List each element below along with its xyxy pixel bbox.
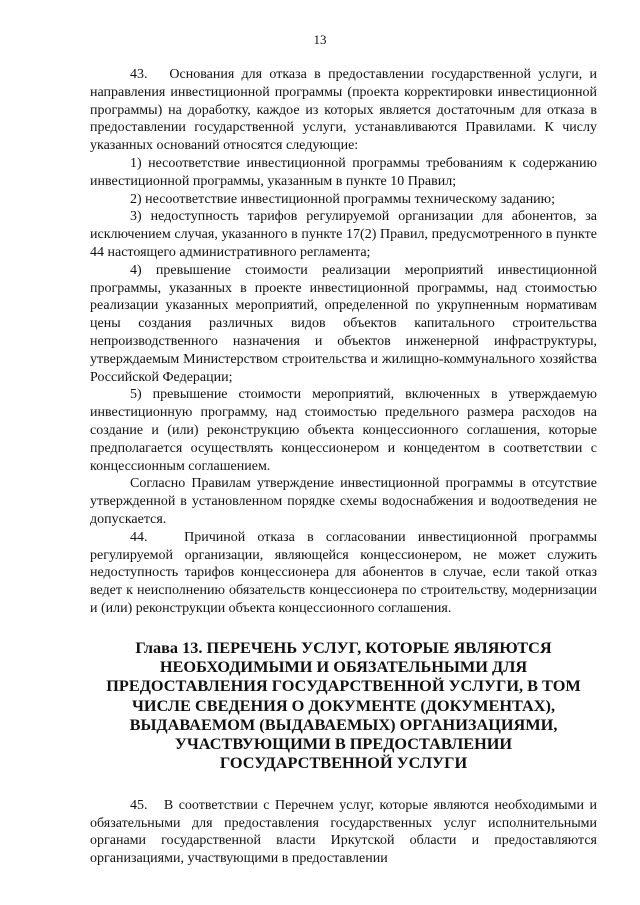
- list-item-1: 1) несоответствие инвестиционной программы требованиям к содержанию инвестиционной программы, указанным в пункте 10 Правил;: [90, 155, 597, 189]
- list-item-4: 4) превышение стоимости реализации мероприятий инвестиционной программы, указанных в проекте инвестиционной программы, над стоимостью реализации указанных мероприятий, определенной по укрупненным нормативам цены создания различных видов объектов капитального строительства непроизводственного назначения и объектов инженерной инфраструктуры, утверждаемым Министерством строительства и жилищно-коммунального хозяйства Российской Федерации;: [90, 262, 597, 385]
- paragraph-43: 43. Основания для отказа в предоставлении государственной услуги, и направления инвестиционной программы (проекта корректировки инвестиционной программы) на доработку, каждое из которых является достаточным для отказа в предоставлении государственной услуги, устанавливаются Правилами. К числу указанных оснований относятся следующие:: [90, 67, 597, 154]
- list-item-2: 2) несоответствие инвестиционной программы техническому заданию;: [130, 191, 556, 207]
- page-content: [90, 66, 597, 868]
- chapter-13-heading: Глава 13. ПЕРЕЧЕНЬ УСЛУГ, КОТОРЫЕ ЯВЛЯЮТСЯ НЕОБХОДИМЫМИ И ОБЯЗАТЕЛЬНЫМИ ДЛЯ ПРЕДОСТАВЛЕНИЯ ГОСУДАРСТВЕННОЙ УСЛУГИ, В ТОМ ЧИСЛЕ СВЕДЕНИЯ О ДОКУМЕНТЕ (ДОКУМЕНТАХ), ВЫДАВАЕМОМ (ВЫДАВАЕМЫХ) ОРГАНИЗАЦИЯМИ, УЧАСТВУЮЩИМИ В ПРЕДОСТАВЛЕНИИ ГОСУДАРСТВЕННОЙ УСЛУГИ: [106, 637, 581, 773]
- page-number: 13: [313, 32, 327, 47]
- paragraph-45: 45. В соответствии с Перечнем услуг, которые являются необходимыми и обязательными для предоставления государственных услуг исполнительными органами государственной власти Иркутской области и предоставляются организациями, участвующими в предоставлении: [90, 797, 597, 867]
- list-item-5: 5) превышение стоимости мероприятий, включенных в утверждаемую инвестиционную программу, над стоимостью предельного размера расходов на создание и (или) реконструкцию объекта концессионного соглашения, которые предполагается осуществлять концессионером и концедентом в соответствии с концессионным соглашением.: [90, 387, 597, 474]
- paragraph-rules-note: Согласно Правилам утверждение инвестиционной программы в отсутствие утвержденной в установленном порядке схемы водоснабжения и водоотведения не допускается.: [90, 476, 597, 527]
- list-item-3: 3) недоступность тарифов регулируемой организации для абонентов, за исключением случая, указанного в пункте 17(2) Правил, предусмотренного в пункте 44 настоящего административного регламента;: [90, 209, 597, 260]
- paragraph-44: 44. Причиной отказа в согласовании инвестиционной программы регулируемой организации, являющейся концессионером, не может служить недоступность тарифов концессионера для абонентов в случае, если такой отказ ведет к неисполнению обязательств концессионера по строительству, модернизации и (или) реконструкции объекта концессионного соглашения.: [90, 529, 597, 616]
